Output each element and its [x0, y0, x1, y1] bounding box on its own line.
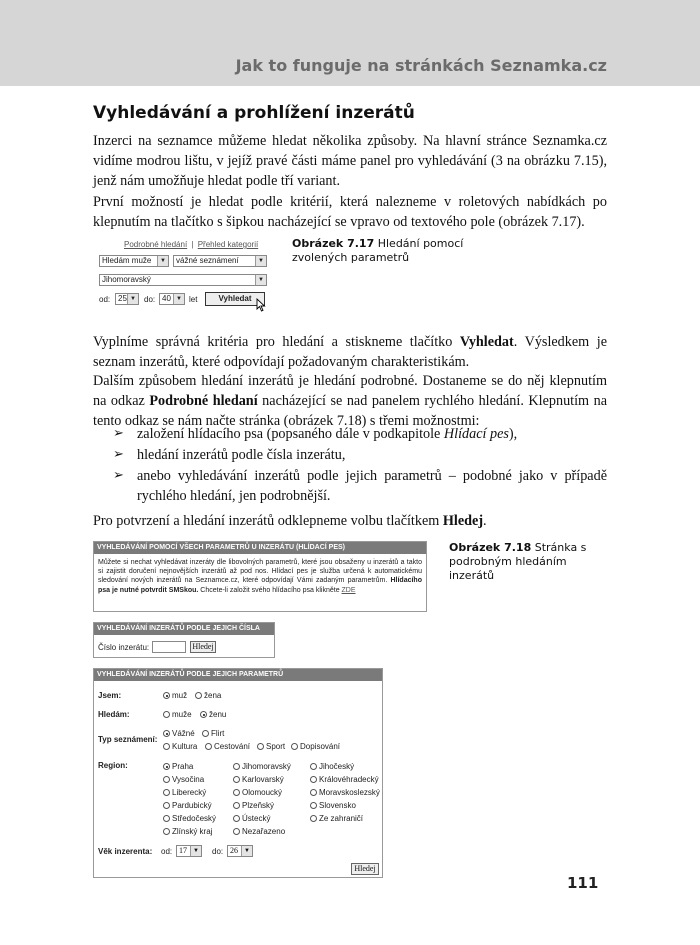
paragraph-search-result: Vyplníme správná kritéria pro hledání a stiskneme tlačítko Vyhledat. Výsledkem je seznam inzerátů, které odpovídají požadovaným charakteristikám.: [93, 334, 607, 370]
region-option[interactable]: Vysočina: [163, 775, 204, 784]
age-from-label: od:: [99, 295, 111, 304]
region-option[interactable]: Karlovarský: [233, 775, 284, 784]
age-to-select[interactable]: [227, 845, 253, 857]
radio-icon: [205, 743, 212, 750]
jsem-label: Jsem:: [98, 691, 122, 700]
radio-icon: [257, 743, 264, 750]
radio-icon: [233, 815, 240, 822]
region-option[interactable]: Pardubický: [163, 801, 212, 810]
region-option[interactable]: Středočeský: [163, 814, 216, 823]
jsem-option-woman[interactable]: žena: [195, 691, 221, 700]
region-option[interactable]: Jihočeský: [310, 762, 354, 771]
region-option[interactable]: Jihomoravský: [233, 762, 291, 771]
region-option[interactable]: Nezařazeno: [233, 827, 285, 836]
radio-icon: [163, 802, 170, 809]
radio-icon: [163, 789, 170, 796]
radio-icon: [202, 730, 209, 737]
search-by-parameters-button-label: Hledej: [354, 864, 376, 873]
age-to-select[interactable]: [159, 293, 185, 305]
region-label: Region:: [98, 761, 128, 770]
category-overview-link[interactable]: Přehled kategorií: [197, 240, 259, 249]
radio-icon: [310, 802, 317, 809]
radio-icon: [233, 763, 240, 770]
cursor-icon: [256, 298, 266, 312]
arrow-bullet-icon: ➢: [113, 447, 124, 462]
region-option[interactable]: Slovensko: [310, 801, 356, 810]
radio-icon: [233, 828, 240, 835]
age-from-value: 17: [179, 846, 187, 855]
watchdog-panel-title: VYHLEDÁVÁNÍ POMOCÍ VŠECH PARAMETRŮ U INZERÁTU (HLÍDACÍ PES): [94, 542, 426, 554]
page-number: 111: [567, 874, 599, 892]
region-option[interactable]: Praha: [163, 762, 193, 771]
radio-checked-icon: [163, 692, 170, 699]
chevron-down-icon: ▼: [241, 846, 252, 856]
region-option[interactable]: Moravskoslezský: [310, 788, 380, 797]
age-from-select[interactable]: [176, 845, 202, 857]
figure-7-18-caption: [449, 541, 599, 583]
running-header-title: Jak to funguje na stránkách Seznamka.cz: [235, 56, 607, 75]
list-item: ➢ hledání inzerátů podle čísla inzerátu,: [113, 447, 346, 463]
caption-number: Obrázek 7.17: [292, 237, 375, 250]
arrow-bullet-icon: ➢: [113, 468, 124, 483]
watchdog-panel-text: Můžete si nechat vyhledávat inzeráty dle libovolných parametrů, které jsou obsaženy u inzerátů a takto si zajistit doručení nejnovějších inzerátů až pod nos. Hlídací pes je služba určená k automatickému sledování nových inzerátů na Seznamce.cz, které odpovídají Vámi zadaným parametrům. Hlídacího psa je nutné potvrdit SMSkou. Chcete-li založit svého hlídacího psa klikněte ZDE: [98, 559, 422, 594]
radio-icon: [195, 692, 202, 699]
radio-icon: [310, 789, 317, 796]
radio-icon: [310, 815, 317, 822]
typ-option-sport[interactable]: Sport: [257, 742, 285, 751]
radio-icon: [163, 828, 170, 835]
region-option[interactable]: Olomoucký: [233, 788, 282, 797]
age-to-label: do:: [212, 847, 224, 856]
age-to-value: 40: [162, 294, 171, 303]
search-by-number-button[interactable]: [190, 641, 216, 653]
chevron-down-icon: ▼: [190, 846, 201, 856]
search-by-parameters-panel: [93, 668, 383, 878]
age-to-value: 26: [230, 846, 238, 855]
hledam-option-man[interactable]: muže: [163, 710, 192, 719]
figure-7-17-caption: [292, 237, 492, 265]
typ-option-letters[interactable]: Dopisování: [291, 742, 340, 751]
search-button-label: Vyhledat: [218, 294, 252, 303]
radio-icon: [233, 802, 240, 809]
section-title: Vyhledávání a prohlížení inzerátů: [93, 103, 415, 123]
radio-icon: [233, 776, 240, 783]
type-select[interactable]: [173, 255, 267, 267]
watchdog-create-link[interactable]: ZDE: [341, 586, 356, 594]
chevron-down-icon: ▼: [255, 275, 266, 285]
watchdog-panel: [93, 541, 427, 612]
caption-number: Obrázek 7.18: [449, 541, 532, 554]
radio-checked-icon: [200, 711, 207, 718]
search-by-parameters-title: VYHLEDÁVÁNÍ INZERÁTŮ PODLE JEJICH PARAMETRŮ: [94, 669, 382, 681]
radio-icon: [163, 815, 170, 822]
age-from-label: od:: [161, 847, 173, 856]
search-by-number-title: VYHLEDÁVÁNÍ INZERÁTŮ PODLE JEJICH ČÍSLA: [94, 623, 274, 635]
search-by-number-panel: [93, 622, 275, 658]
link-separator: |: [191, 240, 194, 249]
region-option[interactable]: Plzeňský: [233, 801, 274, 810]
paragraph-confirm: Pro potvrzení a hledání inzerátů odklepneme volbu tlačítkem Hledej.: [93, 513, 487, 529]
radio-icon: [310, 763, 317, 770]
radio-icon: [163, 711, 170, 718]
age-unit: let: [189, 295, 198, 304]
radio-checked-icon: [163, 763, 170, 770]
typ-label: Typ seznámení:: [98, 735, 158, 744]
paragraph-intro: Inzerci na seznamce můžeme hledat několika způsoby. Na hlavní stránce Seznamka.cz vidíme modrou lištu, v jejíž pravé části máme panel pro vyhledávání (3 na obrázku 7.15), jenž nám umožňuje hledat podle tří variant.: [93, 133, 607, 189]
search-by-parameters-button[interactable]: [351, 863, 379, 875]
detail-search-link[interactable]: Podrobné hledání: [124, 240, 188, 249]
options-list: [93, 424, 607, 507]
hledam-option-woman[interactable]: ženu: [200, 710, 226, 719]
hledam-label: Hledám:: [98, 710, 130, 719]
typ-option-flirt[interactable]: Flirt: [202, 729, 224, 738]
radio-icon: [163, 743, 170, 750]
region-option[interactable]: Královéhradecký: [310, 775, 379, 784]
type-select-value: vážné seznámení: [176, 256, 239, 265]
ad-number-label: Číslo inzerátu:: [98, 643, 150, 652]
typ-option-culture[interactable]: Kultura: [163, 742, 197, 751]
ad-number-input[interactable]: [152, 641, 186, 653]
caption-text: Stránka s podrobným hledáním inzerátů: [449, 541, 587, 582]
region-option[interactable]: Liberecký: [163, 788, 206, 797]
radio-icon: [291, 743, 298, 750]
typ-option-travel[interactable]: Cestování: [205, 742, 250, 751]
running-header: [0, 0, 700, 86]
age-from-value: 25: [118, 294, 127, 303]
jsem-option-man[interactable]: muž: [163, 691, 187, 700]
chevron-down-icon: ▼: [255, 256, 266, 266]
list-item: ➢ anebo vyhledávání inzerátů podle jejich parametrů – podobné jako v případě rychlého hledání, jen podrobnější.: [113, 468, 607, 504]
age-label: Věk inzerenta:: [98, 847, 153, 856]
typ-option-serious[interactable]: Vážné: [163, 729, 195, 738]
list-item: ➢ založení hlídacího psa (popsaného dále v podkapitole Hlídací pes),: [113, 426, 518, 442]
region-option[interactable]: Ze zahraničí: [310, 814, 363, 823]
chevron-down-icon: ▼: [157, 256, 168, 266]
region-option[interactable]: Zlínský kraj: [163, 827, 212, 836]
region-select[interactable]: [99, 274, 267, 286]
gender-select-value: Hledám muže: [102, 256, 152, 265]
arrow-bullet-icon: ➢: [113, 426, 124, 441]
chevron-down-icon: ▼: [127, 294, 138, 304]
radio-icon: [233, 789, 240, 796]
age-to-label: do:: [144, 295, 156, 304]
caption-text: Hledání pomocí zvolených parametrů: [292, 237, 464, 264]
search-by-number-button-label: Hledej: [192, 642, 214, 651]
region-select-value: Jihomoravský: [102, 275, 151, 284]
chevron-down-icon: ▼: [173, 294, 184, 304]
region-option[interactable]: Ústecký: [233, 814, 270, 823]
gender-select[interactable]: [99, 255, 169, 267]
radio-icon: [163, 776, 170, 783]
figure-7-17: [93, 236, 273, 314]
paragraph-first-option: První možností je hledat podle kritérií, která nalezneme v roletových nabídkách po klepnutím na tlačítko s šipkou nacházející se vpravo od textového pole (obrázek 7.17).: [93, 194, 607, 230]
radio-icon: [310, 776, 317, 783]
paragraph-detail-search: Dalším způsobem hledání inzerátů je hledání podrobné. Dostaneme se do něj klepnutím na odkaz Podrobné hledaní nacházející se nad panelem rychlého hledání. Klepnutím na tento odkaz se nám načte stránka (obrázek 7.18) s třemi možnostmi:: [93, 373, 607, 429]
age-from-select[interactable]: [115, 293, 139, 305]
radio-checked-icon: [163, 730, 170, 737]
